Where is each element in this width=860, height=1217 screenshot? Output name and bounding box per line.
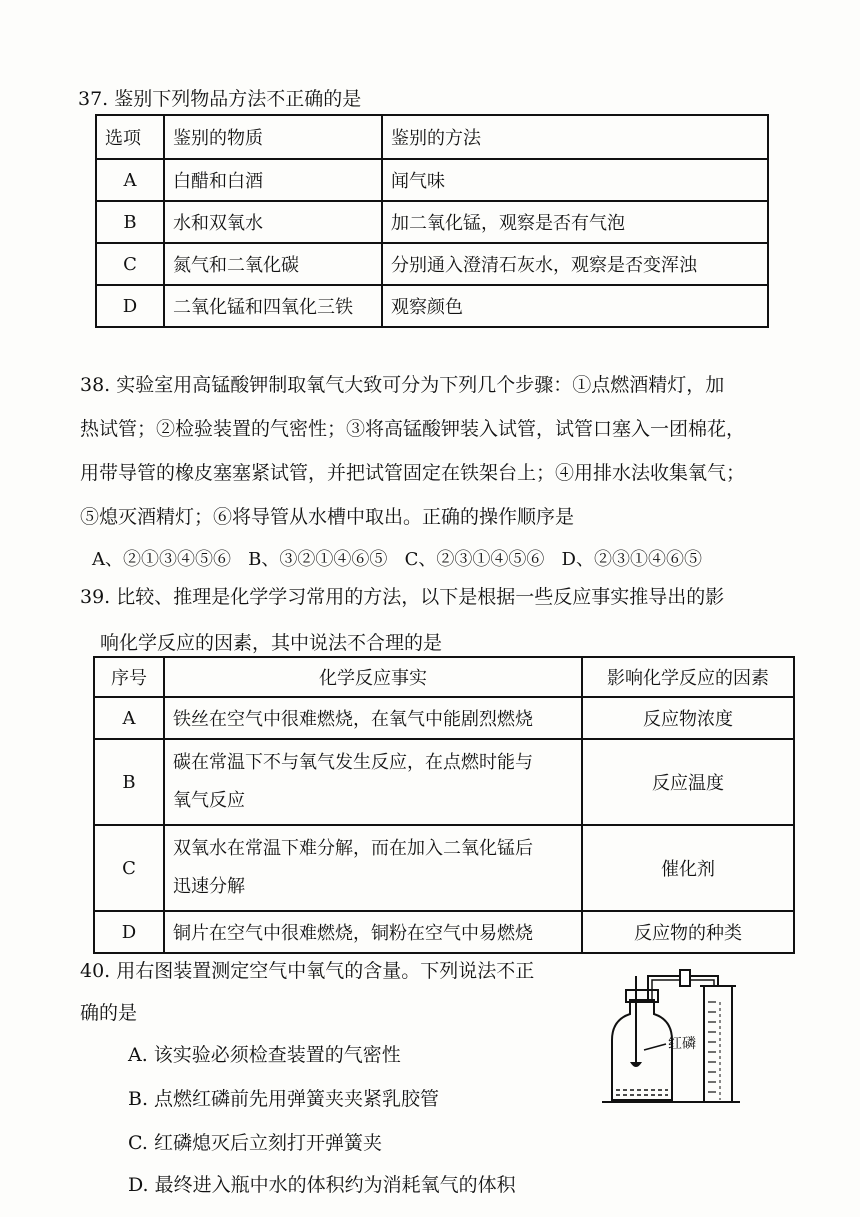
q38-line-4: ⑤熄灭酒精灯；⑥将导管从水槽中取出。正确的操作顺序是 [80,506,575,528]
beaker [704,986,732,1102]
q39-cell-id: D [94,911,164,953]
q39-cell-factor: 反应物的种类 [582,911,794,953]
q39-cell-fact [164,739,582,825]
apparatus-figure [600,962,770,1130]
q37-cell: A [96,159,164,201]
q37-header-option: 选项 [96,115,164,159]
q38-option-b: B、③②①④⑥⑤ [248,549,388,570]
q39-table [93,656,795,954]
q38-line-3: 用带导管的橡皮塞塞紧试管，并把试管固定在铁架台上；④用排水法收集氧气； [80,462,746,484]
table-row [94,825,794,911]
q37-cell: 闻气味 [382,159,768,201]
q40-option-a: A. 该实验必须检查装置的气密性 [128,1044,401,1066]
q37-cell: 观察颜色 [382,285,768,327]
q39-cell-fact [164,825,582,911]
q37-cell: 加二氧化锰，观察是否有气泡 [382,201,768,243]
q38-line-1: 38. 实验室用高锰酸钾制取氧气大致可分为下列几个步骤：①点燃酒精灯，加 [80,374,725,396]
q39-line-1: 39. 比较、推理是化学学习常用的方法，以下是根据一些反应事实推导出的影 [80,586,725,608]
q38-option-d: D、②③①④⑥⑤ [561,549,702,570]
q37-table [95,114,769,328]
q39-cell-factor: 反应温度 [582,739,794,825]
q39-header-fact: 化学反应事实 [164,657,582,697]
q37-title: 37. 鉴别下列物品方法不正确的是 [78,88,362,110]
red-phosphorus-label: 红磷 [668,1036,696,1052]
table-row [96,243,768,285]
bottle-outline [612,1000,672,1100]
q39-cell-id: B [94,739,164,825]
q39-cell-fact: 铁丝在空气中很难燃烧，在氧气中能剧烈燃烧 [164,697,582,739]
q39-fact-line: 氧气反应 [173,790,245,811]
q37-header-substance: 鉴别的物质 [164,115,382,159]
q37-cell: B [96,201,164,243]
q37-cell: 分别通入澄清石灰水，观察是否变浑浊 [382,243,768,285]
q38-option-c: C、②③①④⑤⑥ [404,549,545,570]
q39-header-factor: 影响化学反应的因素 [582,657,794,697]
q37-header-method: 鉴别的方法 [382,115,768,159]
q39-header-id: 序号 [94,657,164,697]
table-row [96,285,768,327]
q39-fact-line: 迅速分解 [173,876,245,897]
q37-cell: D [96,285,164,327]
q37-cell: 白醋和白酒 [164,159,382,201]
q39-cell-factor: 催化剂 [582,825,794,911]
table-row [94,697,794,739]
q38-options [92,545,702,575]
q39-cell-id: C [94,825,164,911]
q39-fact-line: 碳在常温下不与氧气发生反应，在点燃时能与 [173,752,533,773]
table-row [96,201,768,243]
q39-line-2: 响化学反应的因素，其中说法不合理的是 [100,632,443,654]
q37-cell: 水和双氧水 [164,201,382,243]
table-row [94,911,794,953]
q40-option-b: B. 点燃红磷前先用弹簧夹夹紧乳胶管 [128,1088,440,1110]
q38-option-a: A、②①③④⑤⑥ [92,549,231,570]
q37-cell: 二氧化锰和四氧化三铁 [164,285,382,327]
table-row [96,159,768,201]
q38-line-2: 热试管；②检验装置的气密性；③将高锰酸钾装入试管，试管口塞入一团棉花， [80,418,746,440]
q39-cell-factor: 反应物浓度 [582,697,794,739]
q37-cell: C [96,243,164,285]
spring-clamp [680,970,690,986]
q37-cell: 氮气和二氧化碳 [164,243,382,285]
q39-fact-line: 双氧水在常温下难分解，而在加入二氧化锰后 [173,838,533,859]
q40-option-c: C. 红磷熄灭后立刻打开弹簧夹 [128,1132,382,1154]
table-row [94,739,794,825]
q40-line-1: 40. 用右图装置测定空气中氧气的含量。下列说法不正 [80,960,535,982]
q39-cell-id: A [94,697,164,739]
q39-cell-fact: 铜片在空气中很难燃烧，铜粉在空气中易燃烧 [164,911,582,953]
q40-option-d: D. 最终进入瓶中水的体积约为消耗氧气的体积 [128,1174,516,1196]
q40-line-2: 确的是 [80,1002,138,1024]
